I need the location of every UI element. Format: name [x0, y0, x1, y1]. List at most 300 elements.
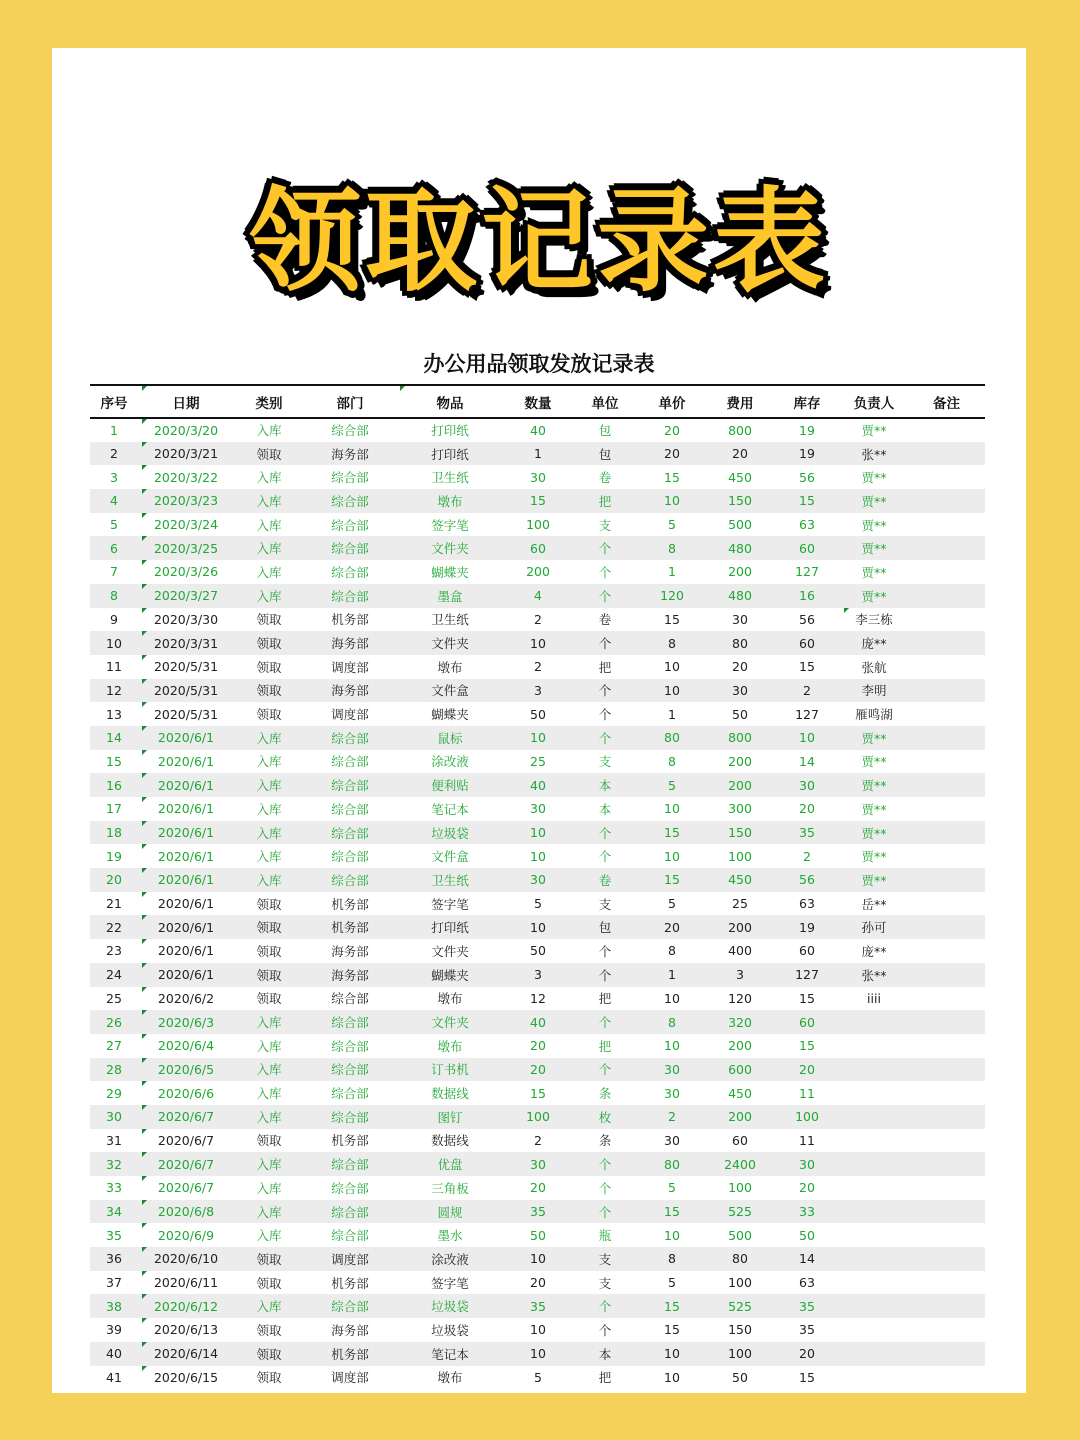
table-cell: 条: [598, 1086, 612, 1102]
table-cell: 打印纸: [396, 442, 504, 466]
table-cell: 15: [638, 1200, 706, 1224]
table-cell: 8: [638, 1247, 706, 1271]
table-cell: 15: [799, 659, 815, 675]
table-cell: 120: [728, 990, 752, 1006]
table-cell: [840, 1034, 908, 1058]
table-cell: 60: [732, 1132, 748, 1148]
table-cell: 10: [504, 821, 572, 845]
table-cell: 枚: [572, 1105, 638, 1129]
table-cell: 35: [774, 821, 840, 845]
table-row: [90, 536, 985, 560]
table-cell: 包: [572, 915, 638, 939]
table-cell: [840, 1176, 908, 1200]
table-row: [90, 915, 985, 939]
table-cell: 便利贴: [396, 773, 504, 797]
table-row: [90, 821, 985, 845]
table-cell: 卷: [572, 868, 638, 892]
table-cell: [908, 987, 985, 1011]
table-cell: 入库: [234, 1010, 304, 1034]
table-cell: 21: [106, 896, 122, 912]
table-cell: 800: [728, 422, 752, 438]
column-header: 备注: [933, 395, 960, 412]
table-cell: 60: [774, 631, 840, 655]
table-row: [90, 489, 985, 513]
table-row: [90, 1081, 985, 1105]
table-cell: 卷: [598, 612, 612, 628]
table-cell: 个: [572, 679, 638, 703]
table-cell: 2020/6/10: [138, 1247, 234, 1271]
table-cell: 20: [732, 659, 748, 675]
table-cell: 2020/3/23: [138, 489, 234, 513]
table-cell: 80: [706, 1247, 774, 1271]
table-cell: 56: [799, 469, 815, 485]
table-row: [90, 608, 985, 632]
table-row: [90, 584, 985, 608]
table-cell: 综合部: [304, 1152, 396, 1176]
table-row: [90, 1034, 985, 1058]
table-body: [90, 418, 985, 1389]
table-row: [90, 987, 985, 1011]
table-cell: 数据线: [431, 1133, 469, 1149]
table-row: [90, 1129, 985, 1153]
table-cell: 2020/5/31: [138, 655, 234, 679]
table-cell: 2: [638, 1105, 706, 1129]
table-cell: 20: [638, 442, 706, 466]
table-cell: 垃圾袋: [431, 1322, 469, 1338]
table-cell: 墩布: [396, 489, 504, 513]
table-cell: 入库: [256, 801, 282, 817]
table-cell: 文件夹: [396, 1010, 504, 1034]
table-cell: [908, 915, 985, 939]
table-cell: 10: [664, 1227, 680, 1243]
table-row: [90, 513, 985, 537]
table-cell: [840, 1129, 908, 1153]
table-cell: 32: [90, 1152, 138, 1176]
table-cell: 综合部: [304, 536, 396, 560]
table-cell: 贾**: [840, 868, 908, 892]
table-cell: 60: [799, 943, 815, 959]
table-cell: 张**: [840, 963, 908, 987]
table-cell: 蝴蝶夹: [396, 963, 504, 987]
table-cell: 卫生纸: [396, 868, 504, 892]
table-cell: 35: [774, 1294, 840, 1318]
table-cell: 8: [638, 1010, 706, 1034]
table-cell: 8: [668, 943, 676, 959]
table-cell: 28: [90, 1058, 138, 1082]
table-cell: 综合部: [304, 489, 396, 513]
table-cell: [840, 1200, 908, 1224]
table-row: [90, 797, 985, 821]
table-cell: 贾**: [840, 726, 908, 750]
table-cell: 320: [706, 1010, 774, 1034]
table-cell: [840, 1105, 908, 1129]
table-cell: 入库: [234, 726, 304, 750]
table-cell: 2: [803, 848, 811, 864]
table-cell: [908, 844, 985, 868]
table-cell: 数据线: [431, 1086, 469, 1102]
table-cell: 450: [706, 868, 774, 892]
table-cell: 张**: [840, 442, 908, 466]
table-cell: 机务部: [331, 1275, 369, 1291]
table-cell: [908, 1366, 985, 1390]
table-cell: 10: [90, 631, 138, 655]
table-cell: 11: [799, 1085, 815, 1101]
table-cell: 贾**: [861, 849, 887, 865]
table-header-row: [90, 385, 985, 418]
table-row: [90, 679, 985, 703]
table-row: [90, 1366, 985, 1390]
table-cell: 海务部: [304, 442, 396, 466]
table-cell: 支: [572, 1247, 638, 1271]
table-cell: 27: [106, 1038, 122, 1054]
table-cell: 10: [638, 489, 706, 513]
table-cell: 个: [572, 1200, 638, 1224]
table-cell: 本: [572, 1342, 638, 1366]
table-cell: 综合部: [304, 773, 396, 797]
table-cell: 综合部: [331, 849, 369, 865]
table-cell: 15: [799, 990, 815, 1006]
table-cell: 调度部: [331, 1370, 369, 1386]
table-cell: 12: [530, 990, 546, 1006]
table-cell: 127: [774, 963, 840, 987]
table-cell: 签字笔: [431, 517, 469, 533]
table-cell: 15: [530, 1085, 546, 1101]
table-cell: 31: [106, 1132, 122, 1148]
table-row: [90, 1223, 985, 1247]
table-cell: 墨盒: [396, 584, 504, 608]
table-cell: 10: [504, 1342, 572, 1366]
table-cell: 把: [572, 489, 638, 513]
table-cell: [908, 1200, 985, 1224]
table-cell: 墩布: [437, 659, 463, 675]
table-cell: 领取: [234, 1342, 304, 1366]
table-cell: 26: [90, 1010, 138, 1034]
table-cell: 5: [110, 517, 118, 533]
table-cell: 鼠标: [396, 726, 504, 750]
table-cell: 综合部: [331, 1086, 369, 1102]
table-cell: 480: [706, 536, 774, 560]
table-cell: 40: [504, 1010, 572, 1034]
table-cell: 5: [668, 896, 676, 912]
table-cell: 100: [706, 1342, 774, 1366]
table-cell: 贾**: [861, 564, 887, 580]
table-cell: 100: [504, 1105, 572, 1129]
table-cell: 25: [732, 896, 748, 912]
table-row: [90, 868, 985, 892]
table-cell: 10: [530, 848, 546, 864]
table-cell: 蝴蝶夹: [431, 564, 469, 580]
table-cell: 15: [664, 469, 680, 485]
table-cell: 领取: [234, 631, 304, 655]
table-cell: 60: [774, 1010, 840, 1034]
table-cell: 8: [668, 753, 676, 769]
table-cell: 200: [526, 564, 550, 580]
table-cell: 63: [799, 517, 815, 533]
table-cell: 63: [799, 896, 815, 912]
table-cell: [908, 1271, 985, 1295]
table-cell: 瓶: [598, 1228, 612, 1244]
column-header: 类别: [255, 395, 283, 412]
table-cell: 综合部: [331, 1180, 369, 1196]
table-cell: 综合部: [331, 423, 369, 439]
table-cell: 2020/6/1: [138, 844, 234, 868]
table-cell: 20: [504, 1058, 572, 1082]
table-cell: [908, 1318, 985, 1342]
table-row: [90, 418, 985, 442]
table-cell: 38: [90, 1294, 138, 1318]
table-cell: [908, 1105, 985, 1129]
table-cell: [908, 1034, 985, 1058]
table-cell: 综合部: [331, 1038, 369, 1054]
table-cell: 入库: [256, 564, 282, 580]
table-cell: 入库: [234, 1105, 304, 1129]
table-cell: 综合部: [331, 801, 369, 817]
table-row: [90, 939, 985, 963]
table-cell: 三角板: [431, 1180, 469, 1196]
table-cell: 450: [728, 1085, 752, 1101]
table-cell: 800: [706, 726, 774, 750]
table-row: [90, 892, 985, 916]
table-cell: 本: [598, 801, 612, 817]
table-cell: 支: [598, 517, 612, 533]
table-cell: 1: [668, 706, 676, 722]
table-cell: 500: [728, 517, 752, 533]
table-cell: [908, 679, 985, 703]
table-cell: 文件盒: [431, 849, 469, 865]
table-cell: 16: [90, 773, 138, 797]
table-cell: [908, 1081, 985, 1105]
table-cell: 20: [774, 1058, 840, 1082]
table-cell: 100: [526, 517, 550, 533]
table-cell: 2: [534, 1132, 542, 1148]
table-cell: 贾**: [861, 801, 887, 817]
table-cell: [908, 560, 985, 584]
table-cell: 100: [774, 1105, 840, 1129]
table-cell: 10: [638, 1342, 706, 1366]
table-cell: [840, 1010, 908, 1034]
table-cell: [840, 1247, 908, 1271]
table-cell: 调度部: [331, 707, 369, 723]
table-cell: 2020/6/7: [138, 1129, 234, 1153]
table-cell: 综合部: [304, 584, 396, 608]
table-cell: 3: [706, 963, 774, 987]
table-cell: 入库: [256, 423, 282, 439]
table-cell: 50: [799, 1227, 815, 1243]
table-cell: 入库: [234, 1058, 304, 1082]
table-cell: 个: [572, 726, 638, 750]
table-cell: 2020/6/14: [138, 1342, 234, 1366]
table-cell: 领取: [234, 442, 304, 466]
table-cell: 文件夹: [396, 631, 504, 655]
table-cell: 支: [598, 896, 612, 912]
table-cell: [908, 418, 985, 442]
table-cell: 5: [668, 1275, 676, 1291]
table-cell: 5: [638, 773, 706, 797]
table-cell: 综合部: [304, 1105, 396, 1129]
table-cell: [908, 1010, 985, 1034]
table-cell: [908, 963, 985, 987]
table-cell: 蝴蝶夹: [431, 707, 469, 723]
table-cell: 综合部: [304, 1010, 396, 1034]
table-cell: 庞**: [840, 631, 908, 655]
table-cell: 卫生纸: [431, 470, 469, 486]
table-cell: 本: [572, 773, 638, 797]
table-cell: 3: [504, 963, 572, 987]
table-cell: 20: [799, 1180, 815, 1196]
table-cell: 525: [706, 1200, 774, 1224]
table-cell: 贾**: [840, 773, 908, 797]
table-row: [90, 1152, 985, 1176]
table-cell: 127: [795, 706, 819, 722]
table-cell: 包: [598, 423, 612, 439]
table-cell: 20: [90, 868, 138, 892]
table-cell: 525: [706, 1294, 774, 1318]
table-cell: 领取: [234, 679, 304, 703]
table-cell: 30: [530, 801, 546, 817]
table-cell: 海务部: [304, 631, 396, 655]
table-row: [90, 465, 985, 489]
table-cell: 领取: [256, 1322, 282, 1338]
table-cell: 200: [728, 1038, 752, 1054]
table-cell: 10: [504, 631, 572, 655]
table-cell: 2020/6/9: [138, 1223, 234, 1247]
table-cell: [908, 1129, 985, 1153]
table-cell: 16: [774, 584, 840, 608]
table-cell: 个: [572, 584, 638, 608]
table-cell: 入库: [234, 821, 304, 845]
table-cell: [908, 702, 985, 726]
table-cell: 2020/3/22: [138, 465, 234, 489]
table-cell: 20: [638, 915, 706, 939]
table-cell: 2020/5/31: [138, 679, 234, 703]
table-cell: 30: [774, 1152, 840, 1176]
table-cell: 80: [638, 1152, 706, 1176]
table-cell: 100: [728, 1275, 752, 1291]
table-cell: 2020/3/27: [138, 584, 234, 608]
table-cell: 480: [706, 584, 774, 608]
table-cell: [908, 797, 985, 821]
table-row: [90, 631, 985, 655]
table-row: [90, 1058, 985, 1082]
table-cell: 20: [530, 1180, 546, 1196]
table-cell: 23: [106, 943, 122, 959]
table-cell: 入库: [256, 754, 282, 770]
table-cell: 20: [706, 442, 774, 466]
table-cell: 把: [598, 991, 612, 1007]
table-row: [90, 844, 985, 868]
table-row: [90, 773, 985, 797]
table-row: [90, 1294, 985, 1318]
table-cell: 海务部: [331, 1322, 369, 1338]
table-cell: 56: [799, 611, 815, 627]
table-cell: 37: [106, 1275, 122, 1291]
table-row: [90, 1010, 985, 1034]
table-cell: 入库: [234, 868, 304, 892]
table-cell: 2020/3/24: [138, 513, 234, 537]
table-cell: 领取: [256, 896, 282, 912]
table-cell: [840, 1152, 908, 1176]
table-cell: 20: [530, 1038, 546, 1054]
table-cell: 综合部: [331, 991, 369, 1007]
table-cell: 10: [774, 726, 840, 750]
table-cell: 500: [728, 1227, 752, 1243]
table-cell: 10: [664, 659, 680, 675]
table-cell: 30: [664, 1132, 680, 1148]
table-cell: 2020/6/6: [138, 1081, 234, 1105]
table-cell: 综合部: [304, 868, 396, 892]
table-cell: 笔记本: [396, 1342, 504, 1366]
table-row: [90, 1200, 985, 1224]
table-cell: [908, 821, 985, 845]
table-cell: 个: [572, 821, 638, 845]
table-cell: 36: [90, 1247, 138, 1271]
table-cell: 50: [530, 706, 546, 722]
table-cell: 综合部: [331, 470, 369, 486]
table-cell: 把: [598, 1038, 612, 1054]
table-cell: 2020/6/12: [138, 1294, 234, 1318]
table-cell: 2020/6/1: [138, 868, 234, 892]
table-cell: 贾**: [840, 536, 908, 560]
table-cell: 2020/3/30: [138, 608, 234, 632]
table-cell: 综合部: [331, 564, 369, 580]
table-cell: 14: [90, 726, 138, 750]
table-cell: 2020/6/1: [138, 726, 234, 750]
table-cell: 个: [598, 707, 612, 723]
table-cell: 文件夹: [431, 943, 469, 959]
table-cell: 综合部: [304, 1294, 396, 1318]
table-cell: 100: [728, 848, 752, 864]
table-cell: 30: [706, 679, 774, 703]
table-cell: 调度部: [331, 659, 369, 675]
table-cell: 15: [664, 611, 680, 627]
table-cell: [908, 584, 985, 608]
table-cell: 30: [664, 1085, 680, 1101]
table-cell: 35: [799, 1322, 815, 1338]
table-cell: 个: [572, 963, 638, 987]
table-cell: 33: [106, 1180, 122, 1196]
table-cell: 个: [572, 1152, 638, 1176]
table-cell: 优盘: [396, 1152, 504, 1176]
table-cell: 2: [90, 442, 138, 466]
table-cell: 2020/6/11: [138, 1271, 234, 1295]
table-cell: [908, 726, 985, 750]
table-cell: 签字笔: [431, 1275, 469, 1291]
table-cell: 2020/6/8: [138, 1200, 234, 1224]
table-cell: 2020/6/2: [138, 987, 234, 1011]
table-cell: 35: [106, 1227, 122, 1243]
table-cell: 贾**: [840, 821, 908, 845]
table-cell: 领取: [234, 963, 304, 987]
document-card: [52, 48, 1026, 1393]
table-cell: 7: [110, 564, 118, 580]
table-cell: [908, 1152, 985, 1176]
table-cell: 综合部: [331, 1228, 369, 1244]
table-cell: [908, 1247, 985, 1271]
table-cell: 50: [530, 943, 546, 959]
table-cell: 机务部: [304, 1342, 396, 1366]
table-cell: 墨水: [437, 1228, 463, 1244]
table-cell: 5: [534, 896, 542, 912]
table-cell: 2020/6/1: [138, 892, 234, 916]
table-cell: 56: [774, 868, 840, 892]
table-cell: 5: [668, 517, 676, 533]
table-cell: 19: [774, 915, 840, 939]
table-cell: 入库: [256, 1086, 282, 1102]
table-cell: 条: [598, 1133, 612, 1149]
table-cell: 25: [106, 990, 122, 1006]
table-cell: 机务部: [331, 896, 369, 912]
table-cell: 3: [504, 679, 572, 703]
